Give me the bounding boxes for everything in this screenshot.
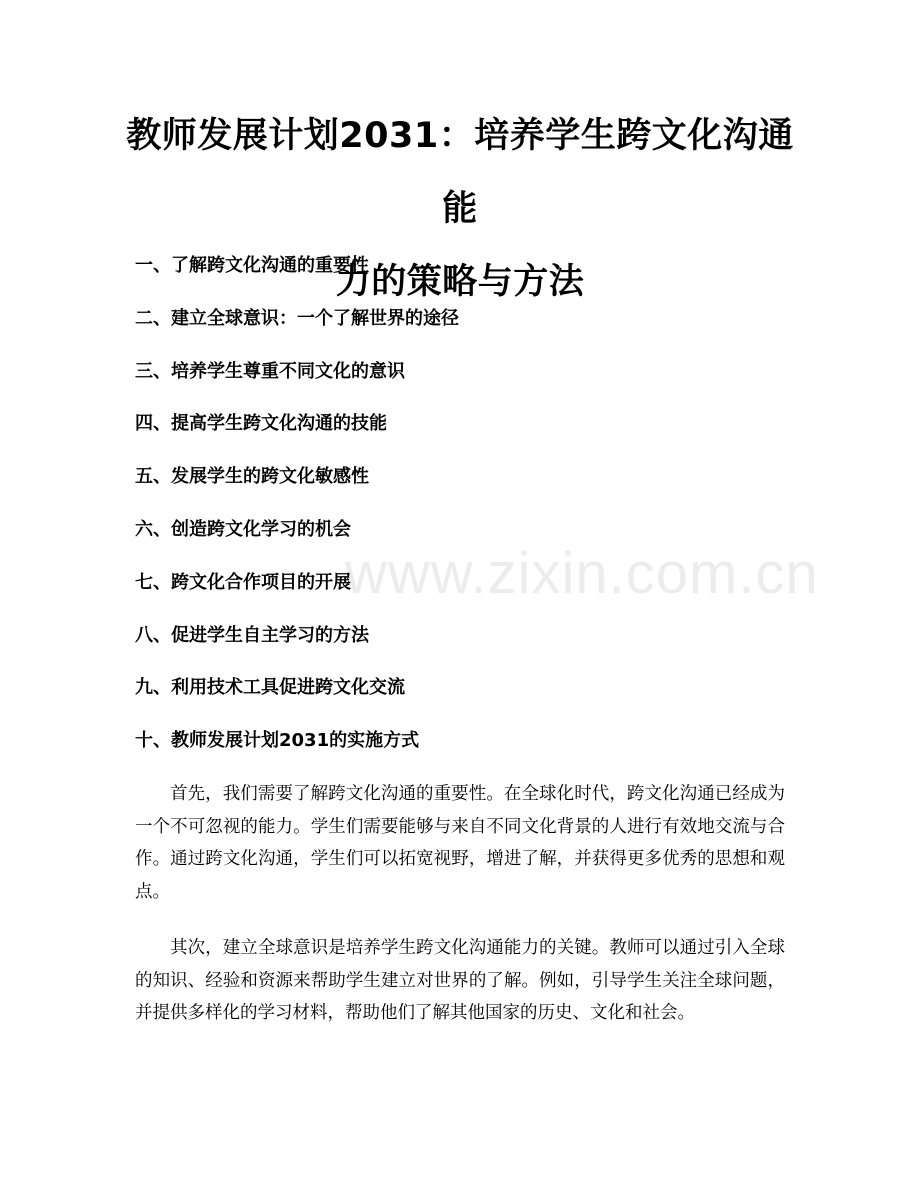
toc-item: 八、促进学生自主学习的方法 <box>135 624 369 646</box>
table-of-contents <box>135 250 795 778</box>
body-paragraph: 其次，建立全球意识是培养学生跨文化沟通能力的关键。教师可以通过引入全球的知识、经验和资源来帮助学生建立对世界的了解。例如，引导学生关注全球问题，并提供多样化的学习材料，帮助他们了解其他国家的历史、文化和社会。 <box>135 938 785 1023</box>
toc-item: 七、跨文化合作项目的开展 <box>135 571 351 593</box>
toc-item: 一、了解跨文化沟通的重要性 <box>135 255 369 276</box>
toc-item: 六、创造跨文化学习的机会 <box>135 518 351 540</box>
toc-item: 四、提高学生跨文化沟通的技能 <box>135 413 387 435</box>
body-paragraph: 首先，我们需要了解跨文化沟通的重要性。在全球化时代，跨文化沟通已经成为一个不可忽视的能力。学生们需要能够与来自不同文化背景的人进行有效地交流与合作。通过跨文化沟通，学生们可以拓宽视野，增进了解，并获得更多优秀的思想和观点。 <box>135 784 785 902</box>
toc-item: 二、建立全球意识：一个了解世界的途径 <box>135 307 459 329</box>
toc-item: 九、利用技术工具促进跨文化交流 <box>135 677 405 699</box>
toc-item: 五、发展学生的跨文化敏感性 <box>135 466 369 488</box>
title-line-2: 力的策略与方法 <box>335 262 585 302</box>
toc-item: 三、培养学生尊重不同文化的意识 <box>135 360 405 382</box>
watermark: www.zixin.com.cn <box>345 541 819 606</box>
title-line-1: 教师发展计划2031：培养学生跨文化沟通能 <box>126 116 794 229</box>
toc-item: 十、教师发展计划2031的实施方式 <box>135 730 420 752</box>
